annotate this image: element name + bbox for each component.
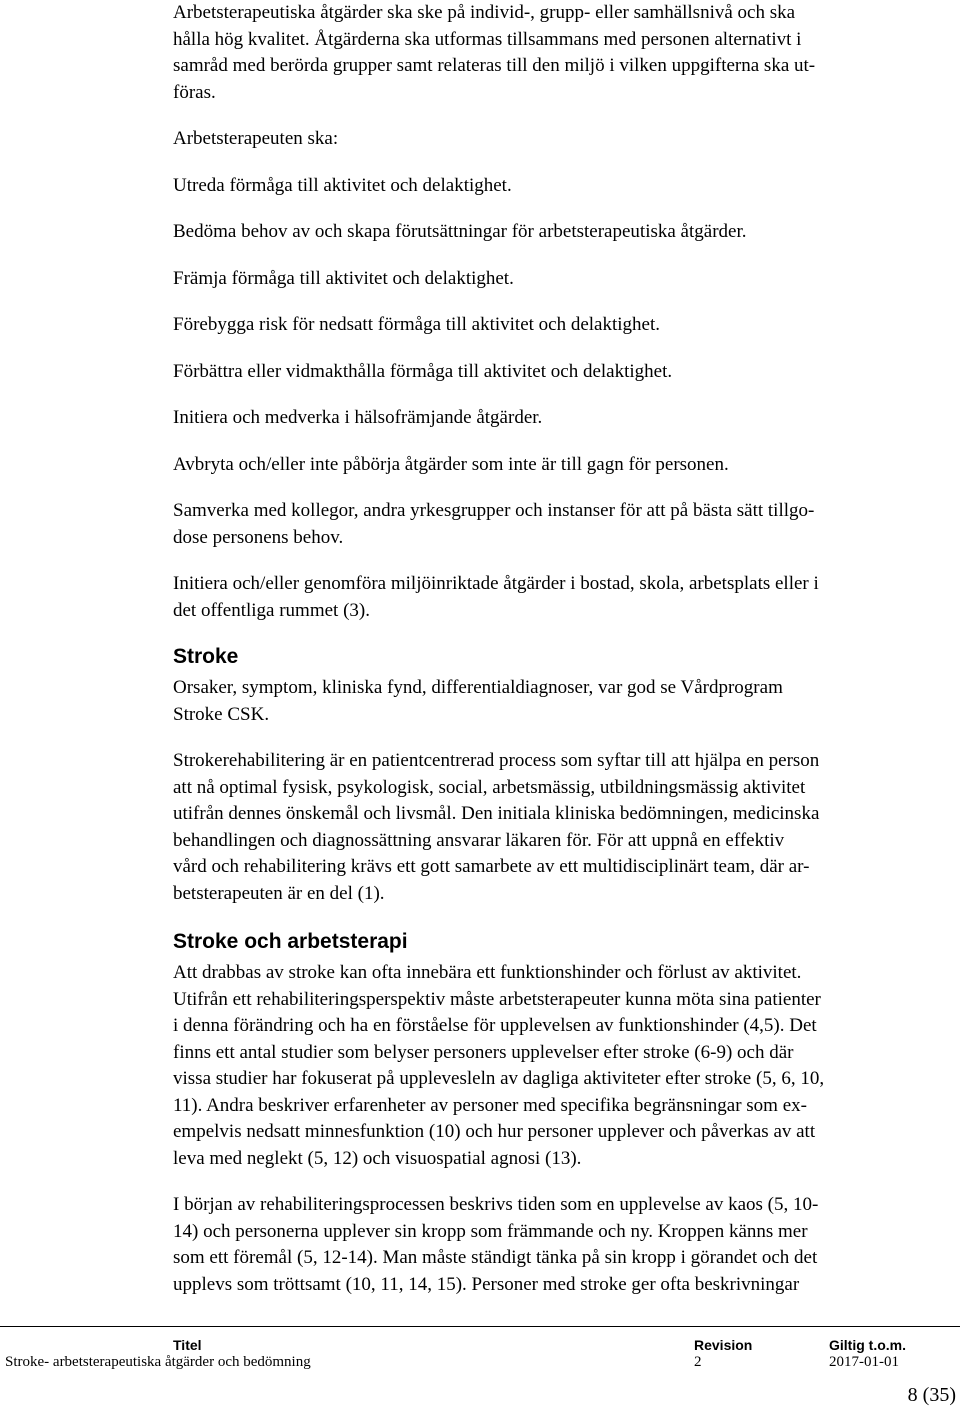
- task-item: Bedöma behov av och skapa förutsättningar för arbetsterapeutiska åtgärder.: [173, 221, 747, 242]
- tasks-heading: Arbetsterapeuten ska:: [173, 128, 339, 149]
- intro-line: föras.: [173, 81, 216, 103]
- arbetsterapi-paragraph-2: [173, 1192, 958, 1298]
- text-line: Stroke CSK.: [173, 703, 270, 725]
- document-body: [173, 0, 958, 1298]
- task-item: Utreda förmåga till aktivitet och delaktighet.: [173, 174, 512, 196]
- footer-revision-value: 2: [694, 1354, 702, 1370]
- footer-valid-label: Giltig t.o.m.: [829, 1337, 906, 1353]
- text-line: Utifrån ett rehabiliteringsperspektiv måste arbetsterapeuter kunna möta sina patienter: [173, 988, 821, 1010]
- task-line: Samverka med kollegor, andra yrkesgrupper och instanser för att på bästa sätt tillgo-: [173, 500, 815, 521]
- stroke-paragraph-1: [173, 675, 958, 728]
- text-line: Att drabbas av stroke kan ofta innebära ett funktionshinder och förlust av aktivitet.: [173, 962, 802, 983]
- text-line: leva med neglekt (5, 12) och visuospatial agnosi (13).: [173, 1147, 582, 1169]
- text-line: I början av rehabiliteringsprocessen beskrivs tiden som en upplevelse av kaos (5, 10-: [173, 1194, 819, 1215]
- intro-line: samråd med berörda grupper samt relateras till den miljö i vilken uppgifterna ska ut-: [173, 55, 816, 76]
- task-item: Främja förmåga till aktivitet och delaktighet.: [173, 267, 514, 289]
- text-line: empelvis nedsatt minnesfunktion (10) och hur personer upplever och påverkas av att: [173, 1121, 816, 1142]
- text-line: vård och rehabilitering krävs ett gott samarbete av ett multidisciplinärt team, där ar-: [173, 856, 810, 877]
- text-line: 14) och personerna upplever sin kropp som främmande och ny. Kroppen känns mer: [173, 1220, 808, 1242]
- page-footer: [0, 1326, 960, 1412]
- task-line: dose personens behov.: [173, 526, 344, 548]
- task-item: Förbättra eller vidmakthålla förmåga till aktivitet och delaktighet.: [173, 360, 673, 382]
- task-item-initiera: [173, 571, 958, 624]
- text-line: Orsaker, symptom, kliniska fynd, differentialdiagnoser, var god se Vårdprogram: [173, 677, 783, 698]
- footer-title-value: Stroke- arbetsterapeutiska åtgärder och bedömning: [5, 1354, 311, 1370]
- text-line: behandlingen och diagnossättning ansvarar läkaren för. För att uppnå en effektiv: [173, 829, 785, 851]
- text-line: 11). Andra beskriver erfarenheter av personer med specifika begränsningar som ex-: [173, 1094, 807, 1116]
- intro-line: hålla hög kvalitet. Åtgärderna ska utformas tillsammans med personen alternativt i: [173, 28, 802, 50]
- text-line: i denna förändring och ha en förståelse för upplevelsen av funktionshinder (4,5). Det: [173, 1015, 817, 1036]
- intro-line: Arbetsterapeutiska åtgärder ska ske på individ-, grupp- eller samhällsnivå och ska: [173, 2, 796, 23]
- footer-revision-label: Revision: [694, 1337, 753, 1353]
- text-line: Strokerehabilitering är en patientcentrerad process som syftar till att hjälpa en person: [173, 750, 820, 771]
- text-line: betsterapeuten är en del (1).: [173, 882, 385, 904]
- task-line: Initiera och/eller genomföra miljöinriktade åtgärder i bostad, skola, arbetsplats eller i: [173, 573, 819, 594]
- text-line: att nå optimal fysisk, psykologisk, social, arbetsmässig, utbildningsmässig aktivitet: [173, 776, 806, 798]
- text-line: utifrån dennes önskemål och livsmål. Den initiala kliniska bedömningen, medicinska: [173, 803, 820, 824]
- stroke-paragraph-2: [173, 748, 958, 907]
- footer-valid-value: 2017-01-01: [829, 1354, 899, 1370]
- task-item: Förebygga risk för nedsatt förmåga till aktivitet och delaktighet.: [173, 314, 661, 335]
- footer-divider: [0, 1326, 960, 1327]
- text-line: som ett föremål (5, 12-14). Man måste ständigt tänka på sin kropp i görandet och det: [173, 1247, 818, 1268]
- text-line: vissa studier har fokuserat på upplevesleln av dagliga aktiviteter efter stroke (5, 6, 10,: [173, 1068, 825, 1089]
- text-line: upplevs som tröttsamt (10, 11, 14, 15). Personer med stroke ger ofta beskrivningar: [173, 1273, 800, 1295]
- task-item: Initiera och medverka i hälsofrämjande åtgärder.: [173, 407, 543, 428]
- footer-title-label: Titel: [173, 1337, 202, 1353]
- section-heading-stroke: Stroke: [173, 645, 239, 668]
- text-line: finns ett antal studier som belyser personers upplevelser efter stroke (6-9) och där: [173, 1041, 794, 1063]
- page-number: 8 (35): [907, 1384, 956, 1406]
- task-item: Avbryta och/eller inte påbörja åtgärder som inte är till gagn för personen.: [173, 453, 729, 475]
- intro-paragraph: [173, 0, 958, 106]
- section-heading-stroke-arbetsterapi: Stroke och arbetsterapi: [173, 930, 408, 953]
- task-item-samverka: [173, 498, 958, 551]
- arbetsterapi-paragraph-1: [173, 960, 958, 1172]
- task-line: det offentliga rummet (3).: [173, 599, 370, 621]
